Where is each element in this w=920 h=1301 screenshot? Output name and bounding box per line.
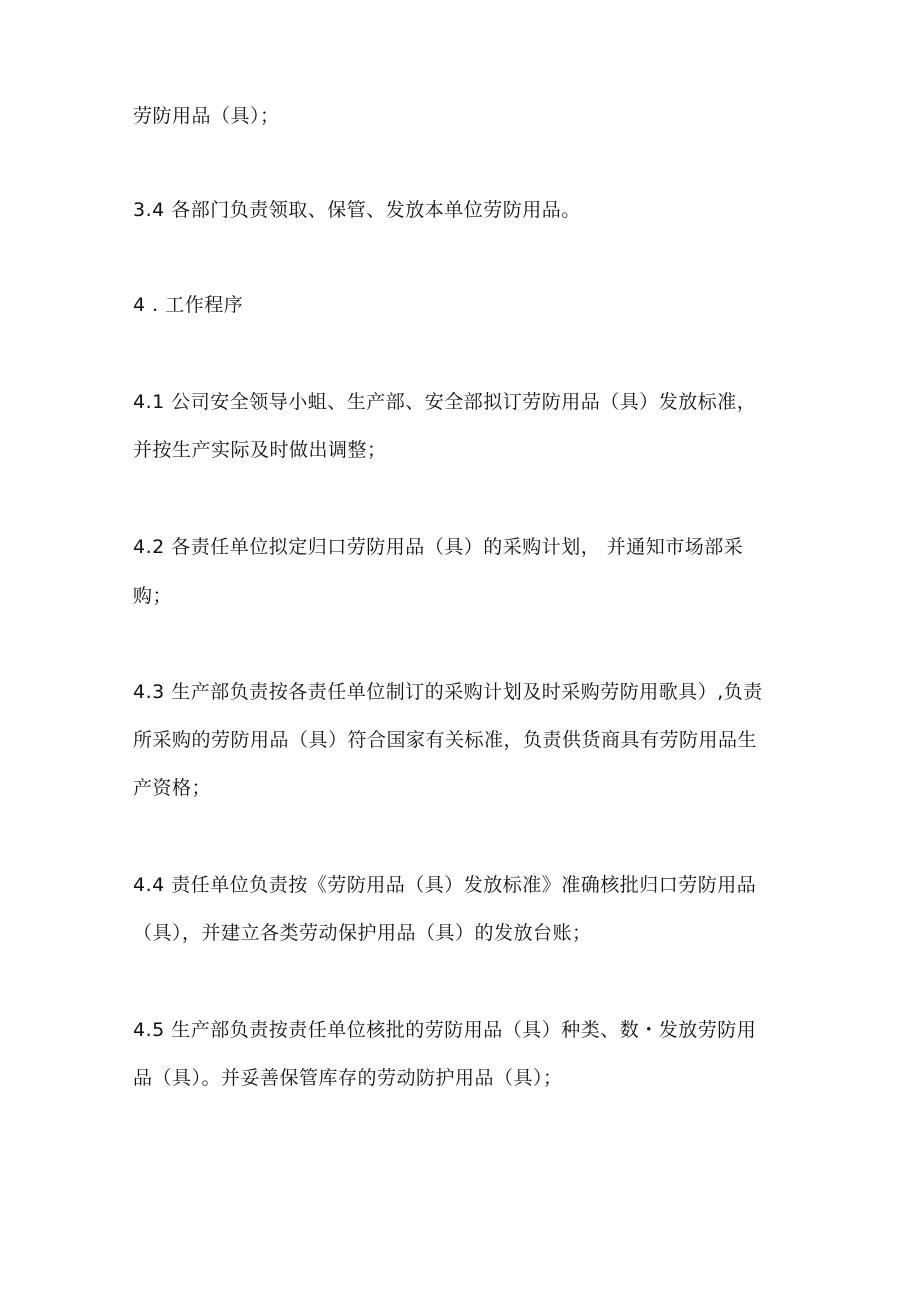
text-line-4-5-cont: 品（具）。并妥善保管库存的劳动防护用品（具）； xyxy=(133,1067,563,1089)
text-line-4-1-cont: 并按生产实际及时做出调整； xyxy=(133,439,387,461)
text-line-4-5: 4.5 生产部负责按责任单位核批的劳防用品（具）种类、数・发放劳防用 xyxy=(133,1019,757,1041)
text-line-4-3-cont-1: 所采购的劳防用品（具）符合国家有关标准，负责供货商具有劳防用品生 xyxy=(133,729,758,751)
text-line-4-2: 4.2 各责任单位拟定归口劳防用品（具）的采购计划， 并通知市场部采 xyxy=(133,536,744,558)
text-line-4-2-cont: 购； xyxy=(133,585,173,607)
text-line-4-4-cont: （具），并建立各类劳动保护用品（具）的发放台账； xyxy=(133,922,592,944)
text-line-continuation: 劳防用品（具）； xyxy=(133,105,280,127)
text-line-4-4: 4.4 责任单位负责按《劳防用品（具）发放标准》准确核批归口劳防用品 xyxy=(133,874,757,896)
text-line-4-1: 4.1 公司安全领导小蛆、生产部、安全部拟订劳防用品（具）发放标准， xyxy=(133,391,757,413)
section-heading-4: 4 . 工作程序 xyxy=(133,294,244,316)
text-line-3-4: 3.4 各部门负责领取、保管、发放本单位劳防用品。 xyxy=(133,199,581,221)
text-line-4-3: 4.3 生产部负责按各责任单位制订的采购计划及时采购劳防用歌具）,负责 xyxy=(133,681,763,703)
text-line-4-3-cont-2: 产资格； xyxy=(133,777,212,799)
